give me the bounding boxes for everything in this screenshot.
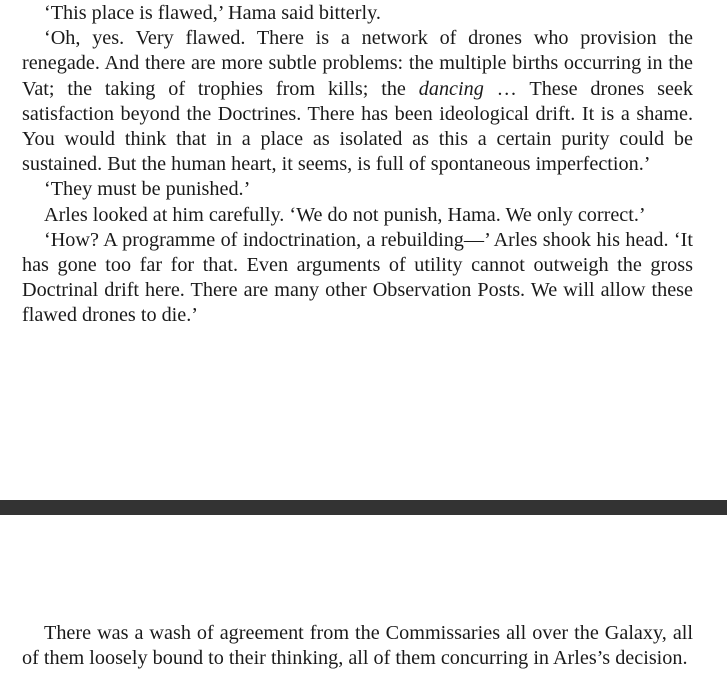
- paragraph: There was a wash of agreement from the Commissaries all over the Galaxy, all of them loosely bound to their thinking, all of them concurring in Arles’s decision.: [22, 622, 693, 670]
- paragraph-text: ‘Oh, yes. Very flawed. There is a network of drones who provision the renegade. And there are more subtle problems: the multiple births occurring in the Vat; the taking of trophies from kills; the: [22, 27, 693, 100]
- page-top-text: [22, 1, 693, 329]
- paragraph: ‘They must be punished.’: [44, 178, 251, 201]
- page-bottom-text: [22, 621, 693, 671]
- paragraph: Arles looked at him carefully. ‘We do not punish, Hama. We only correct.’: [44, 203, 646, 226]
- page-break-bar: [0, 500, 727, 515]
- paragraph: ‘How? A programme of indoctrination, a rebuilding—’ Arles shook his head. ‘It has gone too far for that. Even arguments of utility cannot outweigh the gross Doctrinal drift here. There are many other Observation Posts. We will allow these flawed drones to die.’: [22, 228, 693, 327]
- emphasized-word: dancing: [418, 77, 484, 100]
- paragraph-text: … These drones seek satisfaction beyond the Doctrines. There has been ideological drift. It is a shame. You would think that in a place as isolated as this a certain purity could be sustained. But the human heart, it seems, is full of spontaneous imperfection.’: [22, 77, 693, 176]
- paragraph: [22, 26, 693, 177]
- paragraph: ‘This place is flawed,’ Hama said bitterly.: [44, 2, 381, 24]
